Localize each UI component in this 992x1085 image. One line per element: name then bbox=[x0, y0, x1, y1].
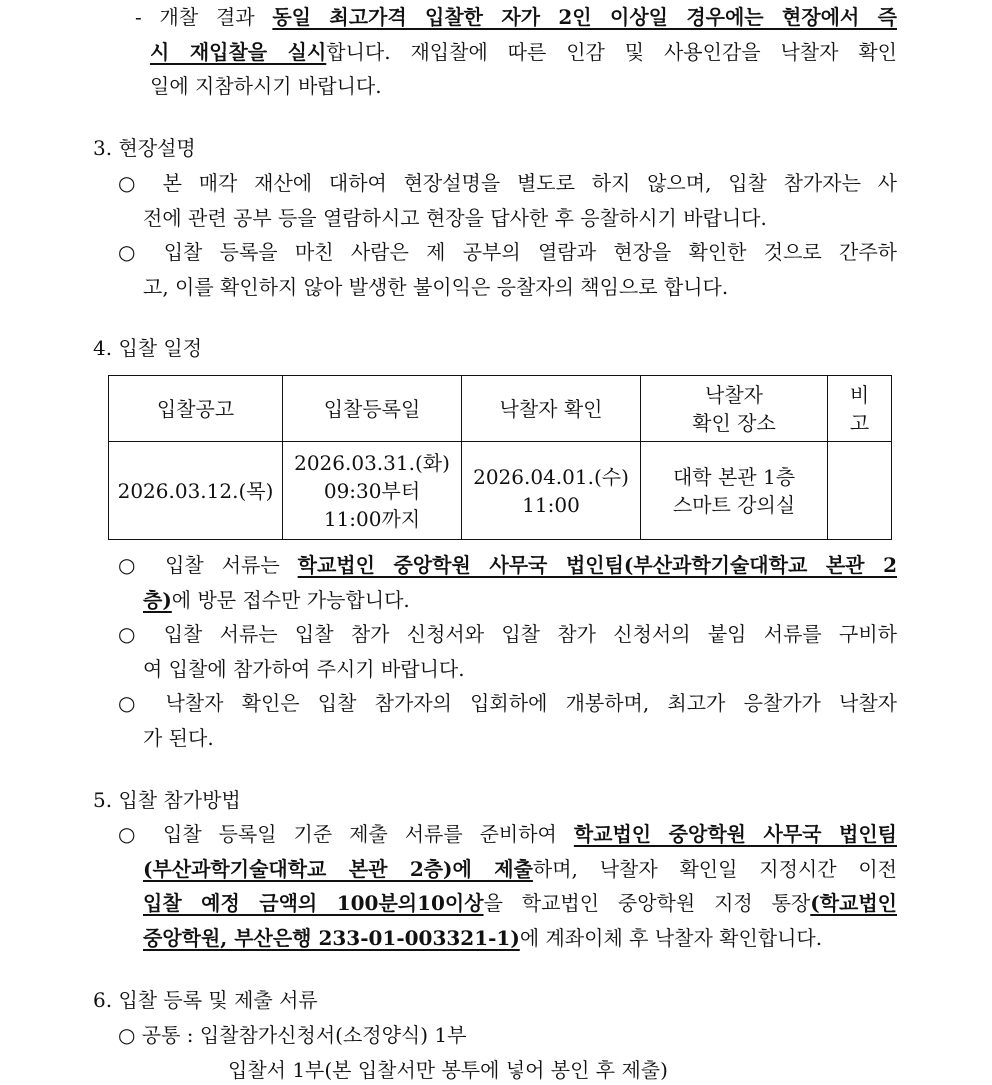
text: 합니다. 재입찰에 따른 인감 및 사용인감을 낙찰자 확인 bbox=[326, 39, 897, 64]
text-line bbox=[135, 69, 897, 104]
text-line bbox=[118, 583, 897, 618]
section6-list bbox=[118, 1018, 668, 1085]
schedule-table bbox=[108, 375, 892, 540]
header-cell: 비 고 bbox=[828, 376, 892, 442]
text-line bbox=[118, 852, 897, 887]
text: ○ 본 매각 재산에 대하여 현장설명을 별도로 하지 않으며, 입찰 참가자는 사 bbox=[118, 171, 897, 195]
bullet-item bbox=[118, 548, 897, 617]
cell: 2026.03.12.(목) bbox=[109, 442, 283, 540]
header-cell: 입찰공고 bbox=[109, 376, 283, 442]
text: 여 입찰에 참가하여 주시기 바랍니다. bbox=[143, 656, 465, 681]
text-line bbox=[118, 617, 897, 652]
text: 일에 지참하시기 바랍니다. bbox=[150, 74, 382, 98]
emphasized-text: 입찰 예정 금액의 100분의10이상 bbox=[143, 891, 484, 915]
emphasized-text: 학교법인 중앙학원 사무국 법인팀 bbox=[573, 822, 897, 846]
text: 전에 관련 공부 등을 열람하시고 현장을 답사한 후 응찰하시기 바랍니다. bbox=[143, 205, 767, 230]
cell: 대학 본관 1층 스마트 강의실 bbox=[641, 442, 828, 540]
text-line bbox=[118, 686, 897, 721]
text-line bbox=[118, 817, 897, 852]
cell bbox=[828, 442, 892, 540]
text-line bbox=[118, 201, 897, 236]
text-line bbox=[118, 652, 897, 687]
text: ○ 낙찰자 확인은 입찰 참가자의 입회하에 개봉하며, 최고가 응찰가가 낙찰자 bbox=[118, 691, 897, 715]
cell: 2026.03.31.(화) 09:30부터 11:00까지 bbox=[283, 442, 462, 540]
text: ○ 입찰 서류는 입찰 참가 신청서와 입찰 참가 신청서의 붙임 서류를 구비하 bbox=[118, 622, 897, 646]
text-line bbox=[118, 886, 897, 921]
text: ○ 입찰 등록일 기준 제출 서류를 준비하여 bbox=[118, 822, 574, 846]
section6-line: ○ 공통 : 입찰참가신청서(소정양식) 1부 bbox=[118, 1023, 467, 1047]
text: - 개찰 결과 bbox=[135, 5, 273, 29]
text: 하며, 낙찰자 확인일 지정시간 이전 bbox=[532, 856, 897, 881]
section4-bullets bbox=[118, 548, 897, 755]
header-cell: 입찰등록일 bbox=[283, 376, 462, 442]
text: 고, 이를 확인하지 않아 발생한 불이익은 응찰자의 책임으로 합니다. bbox=[143, 274, 729, 299]
text: ○ 입찰 등록을 마친 사람은 제 공부의 열람과 현장을 확인한 것으로 간주하 bbox=[118, 240, 897, 264]
section5-bullets bbox=[118, 817, 897, 955]
text-line bbox=[118, 270, 897, 305]
text: 가 된다. bbox=[143, 725, 214, 750]
header-cell: 낙찰자 확인 장소 bbox=[641, 376, 828, 442]
emphasized-text: 학교법인 중앙학원 사무국 법인팀(부산과학기술대학교 본관 2 bbox=[297, 553, 898, 577]
text-line bbox=[118, 235, 897, 270]
section4-heading: 4. 입찰 일정 bbox=[93, 336, 203, 360]
emphasized-text: 층) bbox=[143, 587, 172, 612]
text-line bbox=[118, 921, 897, 956]
emphasized-text: (학교법인 bbox=[810, 891, 897, 915]
text-line bbox=[118, 721, 897, 756]
bullet-item bbox=[118, 617, 897, 686]
emphasized-text: 중앙학원, 부산은행 233-01-003321-1) bbox=[143, 925, 520, 950]
text-line bbox=[118, 548, 897, 583]
table-header-row bbox=[109, 376, 892, 442]
emphasized-text: (부산과학기술대학교 본관 2층)에 제출 bbox=[143, 856, 533, 881]
table-row bbox=[109, 442, 892, 540]
section6-line: 입찰서 1부(본 입찰서만 봉투에 넣어 봉인 후 제출) bbox=[228, 1057, 668, 1082]
emphasized-text: 동일 최고가격 입찰한 자가 2인 이상일 경우에는 현장에서 즉 bbox=[272, 5, 897, 29]
bullet-item bbox=[118, 686, 897, 755]
text: 을 학교법인 중앙학원 지정 통장 bbox=[483, 891, 811, 915]
cell: 2026.04.01.(수) 11:00 bbox=[462, 442, 641, 540]
section3-heading: 3. 현장설명 bbox=[93, 136, 196, 160]
text-line bbox=[118, 166, 897, 201]
text: 에 계좌이체 후 낙찰자 확인합니다. bbox=[519, 925, 823, 950]
text-line bbox=[135, 0, 897, 35]
intro-item bbox=[135, 0, 897, 104]
text: 에 방문 접수만 가능합니다. bbox=[171, 587, 410, 612]
bullet-item bbox=[118, 817, 897, 955]
bullet-item bbox=[118, 235, 897, 304]
emphasized-text: 시 재입찰을 실시 bbox=[150, 39, 327, 64]
section6-heading: 6. 입찰 등록 및 제출 서류 bbox=[93, 988, 318, 1012]
header-cell: 낙찰자 확인 bbox=[462, 376, 641, 442]
text: ○ 입찰 서류는 bbox=[118, 553, 298, 577]
bullet-item bbox=[118, 166, 897, 235]
section3-bullets bbox=[118, 166, 897, 304]
text-line bbox=[135, 35, 897, 70]
section5-heading: 5. 입찰 참가방법 bbox=[93, 788, 241, 812]
